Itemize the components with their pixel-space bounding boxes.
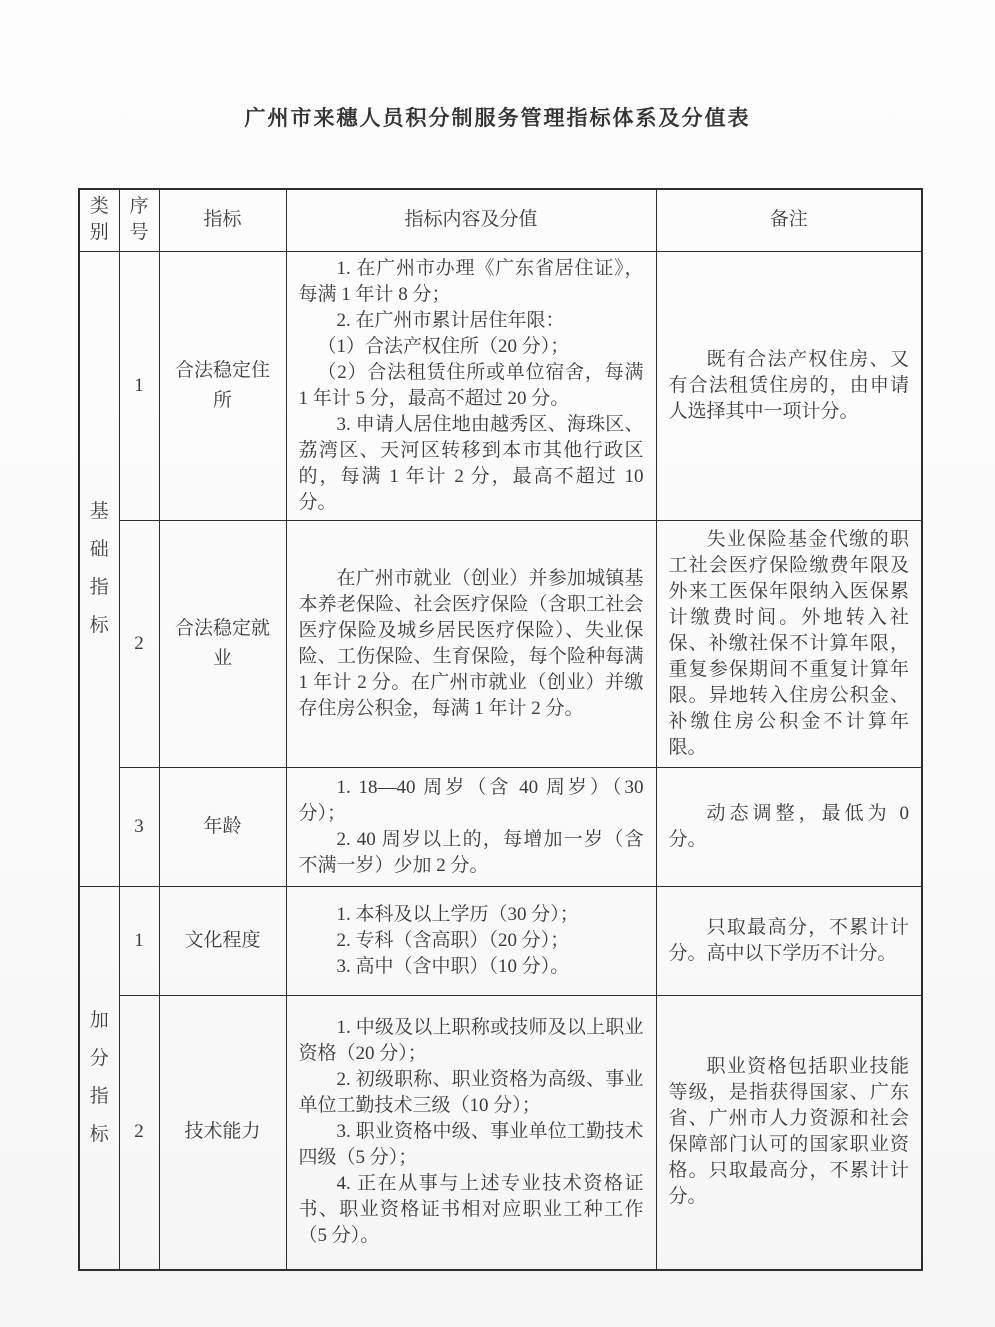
table-row (79, 995, 922, 1270)
content-cell (286, 767, 656, 886)
content-paragraph: 1. 在广州市办理《广东省居住证》，每满 1 年计 8 分； (298, 257, 644, 305)
row-number: 1 (119, 251, 159, 520)
remark-cell (656, 251, 922, 520)
remark-paragraph: 动态调整，最低为 0 分。 (668, 802, 909, 850)
row-number: 2 (119, 995, 159, 1270)
category-cell-basic: 基础指标 (79, 251, 119, 886)
content-cell (286, 886, 656, 995)
header-number: 序号 (119, 189, 159, 251)
remark-paragraph: 失业保险基金代缴的职工社会医疗保险缴费年限及外来工医保年限纳入医保累计缴费时间。外地转入社保、补缴社保不计算年限，重复参保期间不重复计算年限。异地转入住房公积金、补缴住房公积金不计算年限。 (668, 528, 909, 758)
content-paragraph: 2. 在广州市累计居住年限： (336, 309, 565, 331)
remark-cell (656, 995, 922, 1270)
remark-paragraph: 只取最高分，不累计计分。高中以下学历不计分。 (668, 916, 909, 964)
content-cell (286, 995, 656, 1270)
content-paragraph: 3. 申请人居住地由越秀区、海珠区、荔湾区、天河区转移到本市其他行政区的，每满 1 年计 2 分，最高不超过 10 分。 (298, 413, 644, 513)
content-paragraph: 2. 专科（含高职）（20 分）； (336, 929, 570, 951)
table-row (79, 886, 922, 995)
content-paragraph: 2. 40 周岁以上的，每增加一岁（含不满一岁）少加 2 分。 (298, 828, 644, 876)
indicator-score-table (78, 188, 923, 1271)
content-paragraph: 1. 中级及以上职称或技师及以上职业资格（20 分）； (298, 1017, 644, 1065)
content-paragraph: 4. 正在从事与上述专业技术资格证书、职业资格证书相对应职业工种工作（5 分）。 (298, 1173, 644, 1247)
indicator-name: 合法稳定住所 (159, 251, 286, 520)
table-header-row (79, 189, 922, 251)
table-row (79, 767, 922, 886)
table-row (79, 251, 922, 520)
content-cell (286, 251, 656, 520)
indicator-name: 年龄 (159, 767, 286, 886)
remark-cell (656, 520, 922, 767)
table-row (79, 520, 922, 767)
content-paragraph: 在广州市就业（创业）并参加城镇基本养老保险、社会医疗保险（含职工社会医疗保险及城乡居民医疗保险）、失业保险、工伤保险、生育保险，每个险种每满 1 年计 2 分。在广州市就业（创业）并缴存住房公积金，每满 1 年计 2 分。 (298, 567, 644, 719)
content-paragraph: 3. 高中（含中职）（10 分）。 (336, 955, 570, 977)
row-number: 3 (119, 767, 159, 886)
header-remark: 备注 (656, 189, 922, 251)
header-content: 指标内容及分值 (286, 189, 656, 251)
content-paragraph: 2. 初级职称、职业资格为高级、事业单位工勤技术三级（10 分）； (298, 1069, 644, 1117)
content-paragraph: 3. 职业资格中级、事业单位工勤技术四级（5 分）； (298, 1121, 644, 1169)
row-number: 1 (119, 886, 159, 995)
category-cell-bonus: 加分指标 (79, 886, 119, 1270)
indicator-name: 技术能力 (159, 995, 286, 1270)
remark-paragraph: 职业资格包括职业技能等级，是指获得国家、广东省、广州市人力资源和社会保障部门认可的国家职业资格。只取最高分，不累计计分。 (668, 1056, 909, 1208)
page-title: 广州市来穗人员积分制服务管理指标体系及分值表 (244, 106, 751, 130)
content-paragraph: 1. 18—40 周岁（含 40 周岁）（30 分）； (298, 776, 644, 824)
content-paragraph: （2）合法租赁住所或单位宿舍，每满 1 年计 5 分，最高不超过 20 分。 (298, 361, 644, 409)
content-paragraph: （1）合法产权住所（20 分）； (317, 335, 570, 357)
content-paragraph: 1. 本科及以上学历（30 分）； (336, 903, 579, 925)
remark-cell (656, 886, 922, 995)
remark-paragraph: 既有合法产权住房、又有合法租赁住房的，由申请人选择其中一项计分。 (668, 348, 909, 422)
header-indicator: 指标 (159, 189, 286, 251)
indicator-name: 文化程度 (159, 886, 286, 995)
header-category: 类别 (79, 189, 119, 251)
content-cell (286, 520, 656, 767)
row-number: 2 (119, 520, 159, 767)
indicator-name: 合法稳定就业 (159, 520, 286, 767)
remark-cell (656, 767, 922, 886)
